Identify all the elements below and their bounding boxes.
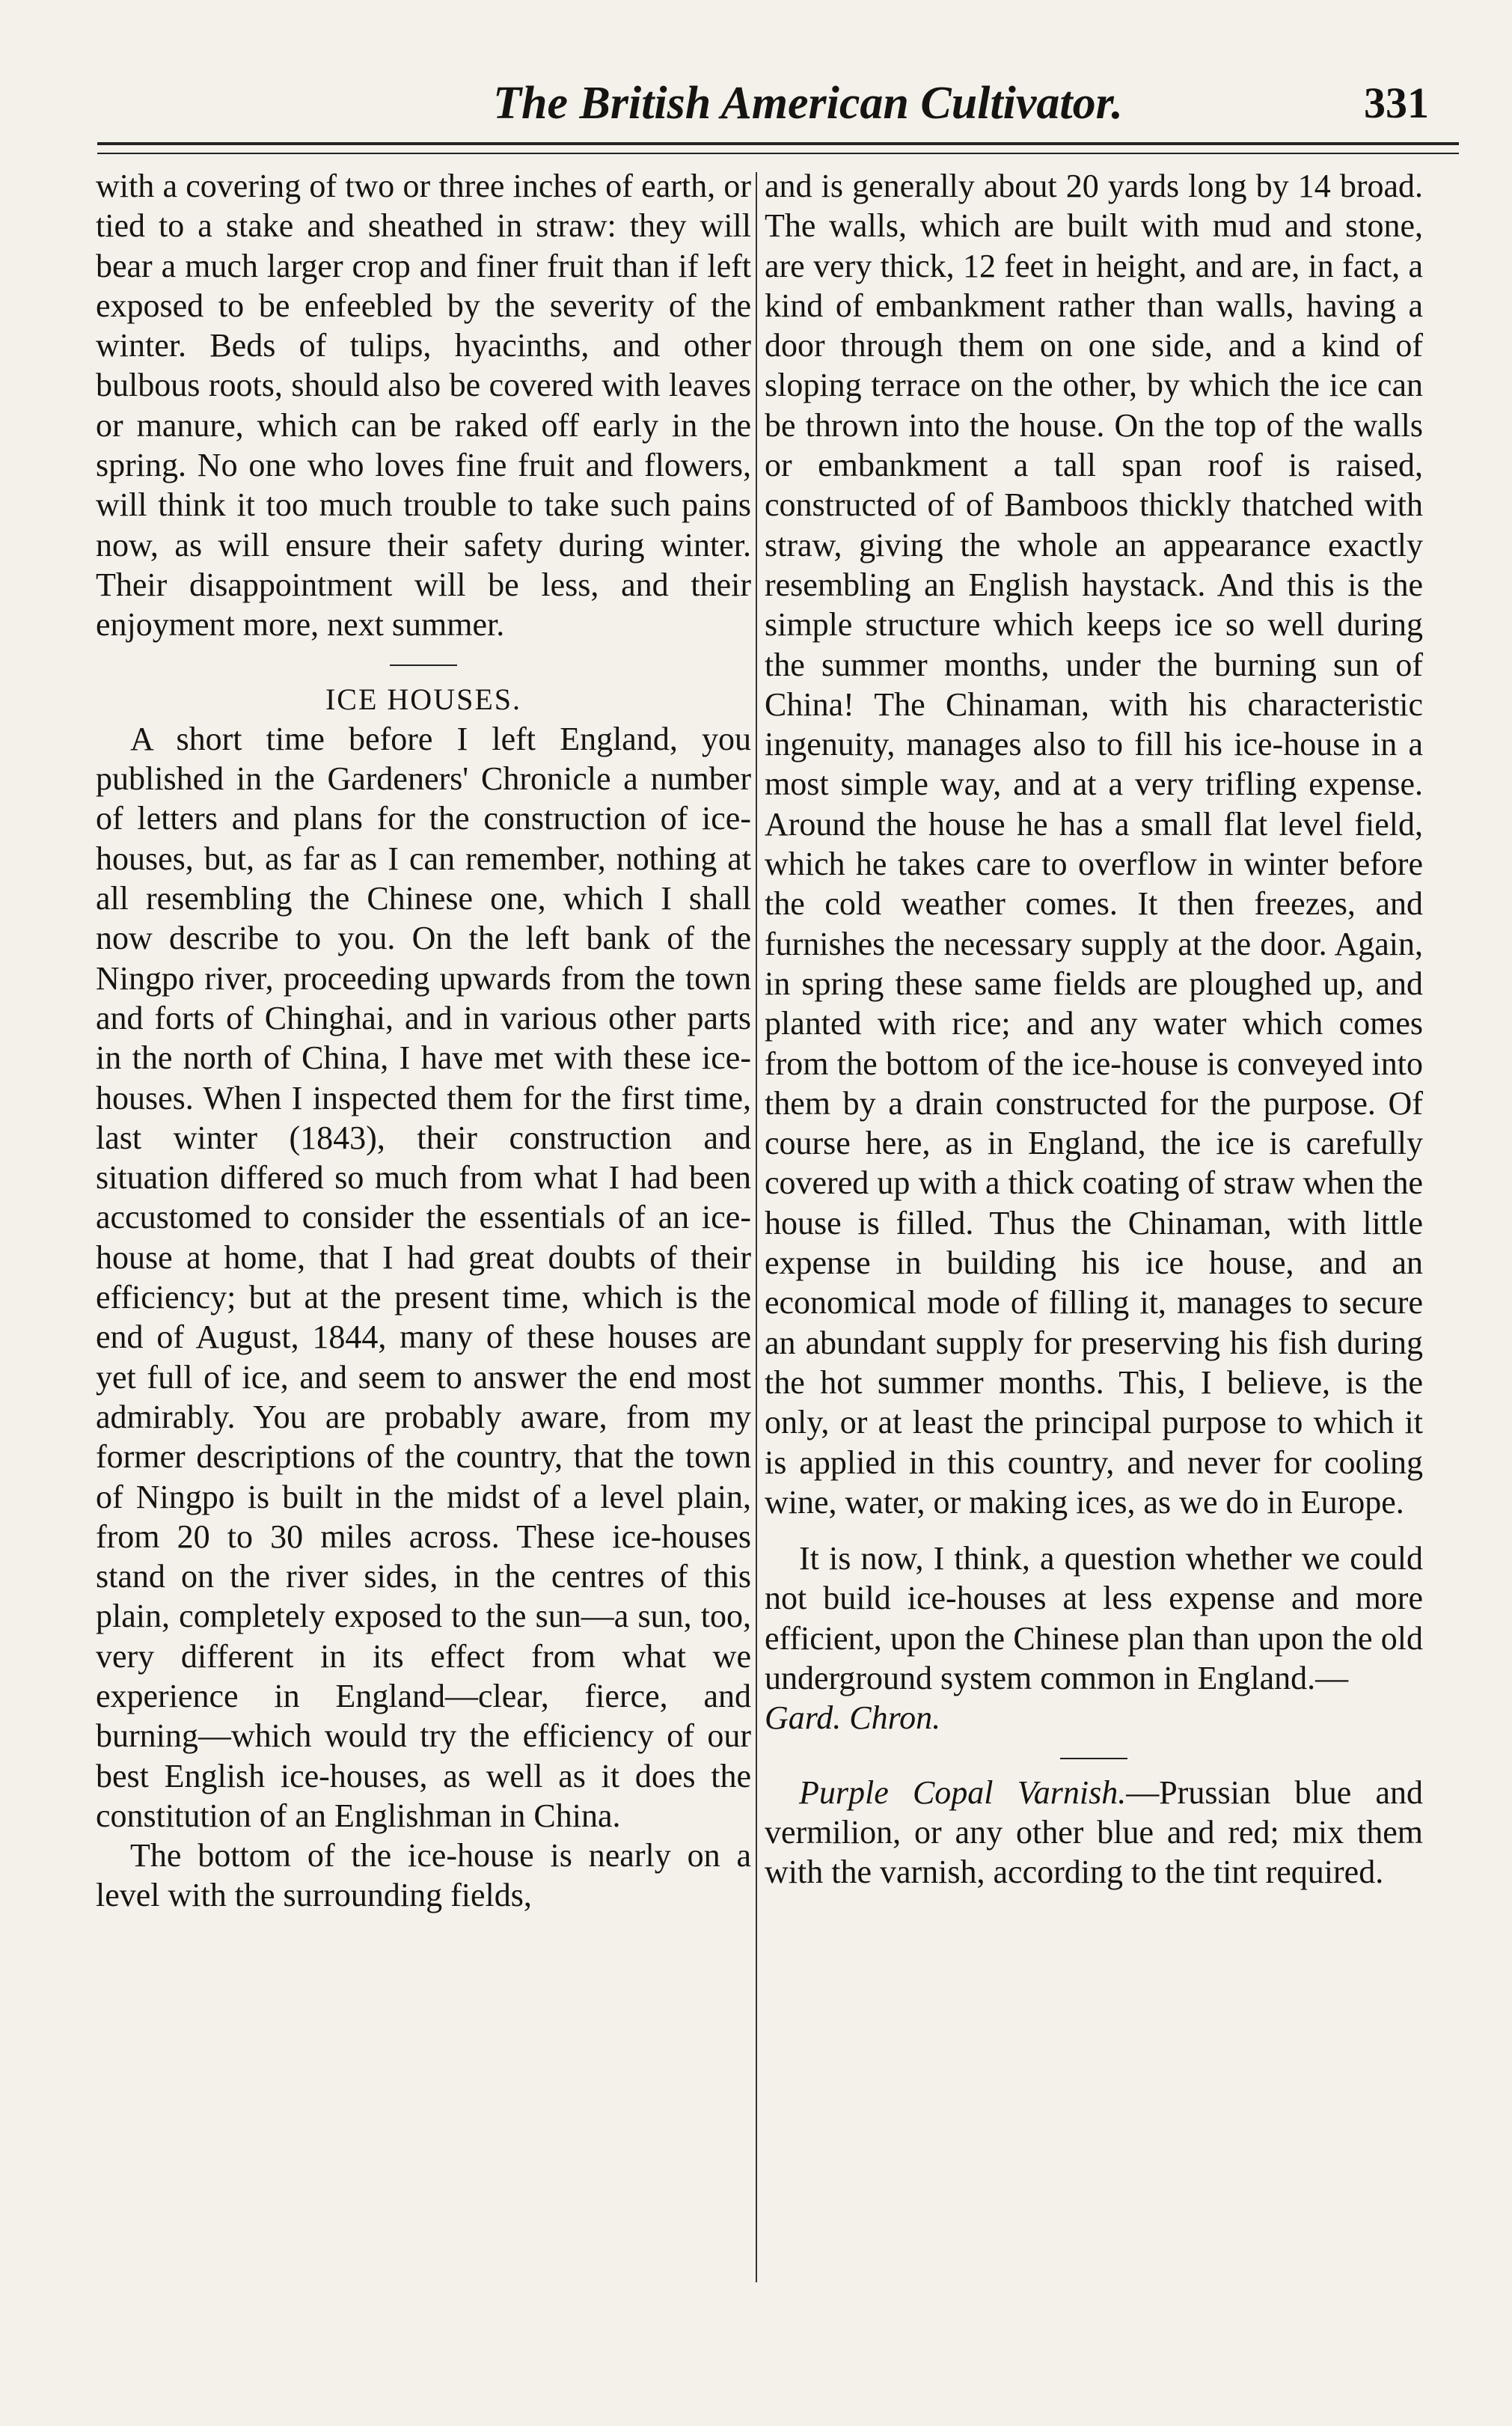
left-column (96, 166, 751, 1916)
section-divider (390, 664, 457, 666)
running-header (97, 73, 1459, 133)
right-column (765, 166, 1423, 1892)
journal-title: The British American Cultivator. (493, 78, 1123, 129)
item-text: —Prussian blue and vermilion, or any other blue and red; mix them with the varnish, according to the tint required. (765, 1773, 1424, 1891)
attribution: Gard. Chron. (765, 1699, 941, 1737)
paragraph: It is now, I think, a question whether we could not build ice-houses at less expense and more efficient, upon the Chinese plan than upon the old underground system common in England.— (765, 1540, 1423, 1696)
header-rule-thick (97, 142, 1459, 145)
item-divider (1060, 1758, 1127, 1759)
column-divider (756, 172, 757, 2282)
page-number: 331 (1364, 79, 1429, 127)
paragraph: and is generally about 20 yards long by 14 broad. The walls, which are built with mud and stone, are very thick, 12 feet in height, and are, in fact, a kind of embankment rather than walls, having a door through them on one side, and a kind of sloping terrace on the other, by which the ice can be thrown into the house. On the top of the walls or embankment a tall span roof is raised, constructed of of Bamboos thickly thatched with straw, giving the whole an appearance exactly resembling an English haystack. And this is the simple structure which keeps ice so well during the summer months, under the burning sun of China! The Chinaman, with his characteristic ingenuity, manages also to fill his ice-house in a most simple way, and at a very trifling expense. Around the house he has a small flat level field, which he takes care to overflow in winter before the cold weather comes. It then freezes, and furnishes the necessary supply at the door. Again, in spring these same fields are ploughed up, and planted with rice; and any water which comes from the bottom of the ice-house is conveyed into them by a drain constructed for the purpose. Of course here, as in England, the ice is carefully covered up with a thick coating of straw when the house is filled. Thus the Chinaman, with little expense in building his ice house, and an economical mode of filling it, manages to secure an abundant supply for preserving his fish during the hot summer months. This, I believe, is the only, or at least the principal purpose to which it is applied in this country, and never for cooling wine, water, or making ices, as we do in Europe. (765, 168, 1423, 1521)
header-rule-thin (97, 153, 1459, 154)
paragraph: A short time before I left England, you published in the Gardeners' Chronicle a number of letters and plans for the construction of ice-houses, but, as far as I can remember, nothing at all resembling the Chinese one, which I shall now describe to you. On the left bank of the Ningpo river, proceeding upwards from the town and forts of Chinghai, and in various other parts in the north of China, I have met with these ice-houses. When I inspected them for the first time, last winter (1843), their construction and situation differed so much from what I had been accustomed to consider the essentials of an ice-house at home, that I had great doubts of their efficiency; but at the present time, which is the end of August, 1844, many of these houses are yet full of ice, and seem to answer the end most admirably. You are probably aware, from my former descriptions of the country, that the town of Ningpo is built in the midst of a level plain, from 20 to 30 miles across. These ice-houses stand on the river sides, in the centres of this plain, completely exposed to the sun—a sun, too, very different in its effect from what we experience in England—clear, fierce, and burning—which would try the efficiency of our best English ice-houses, as well as it does the constitution of an Englishman in China. (96, 720, 751, 1834)
section-heading: ICE HOUSES. (325, 682, 522, 716)
paragraph: with a covering of two or three inches of earth, or tied to a stake and sheathed in straw: they will bear a much larger crop and finer fruit than if left exposed to be enfeebled by the severity of the winter. Beds of tulips, hyacinths, and other bulbous roots, should also be covered with leaves or manure, which can be raked off early in the spring. No one who loves fine fruit and flowers, will think it too much trouble to take such pains now, as will ensure their safety during winter. Their disappointment will be less, and their enjoyment more, next summer. (96, 168, 751, 644)
item-title: Purple Copal Varnish. (799, 1773, 1127, 1811)
varnish-item (765, 1773, 1423, 1892)
paragraph: The bottom of the ice-house is nearly on a level with the surrounding fields, (96, 1837, 751, 1914)
